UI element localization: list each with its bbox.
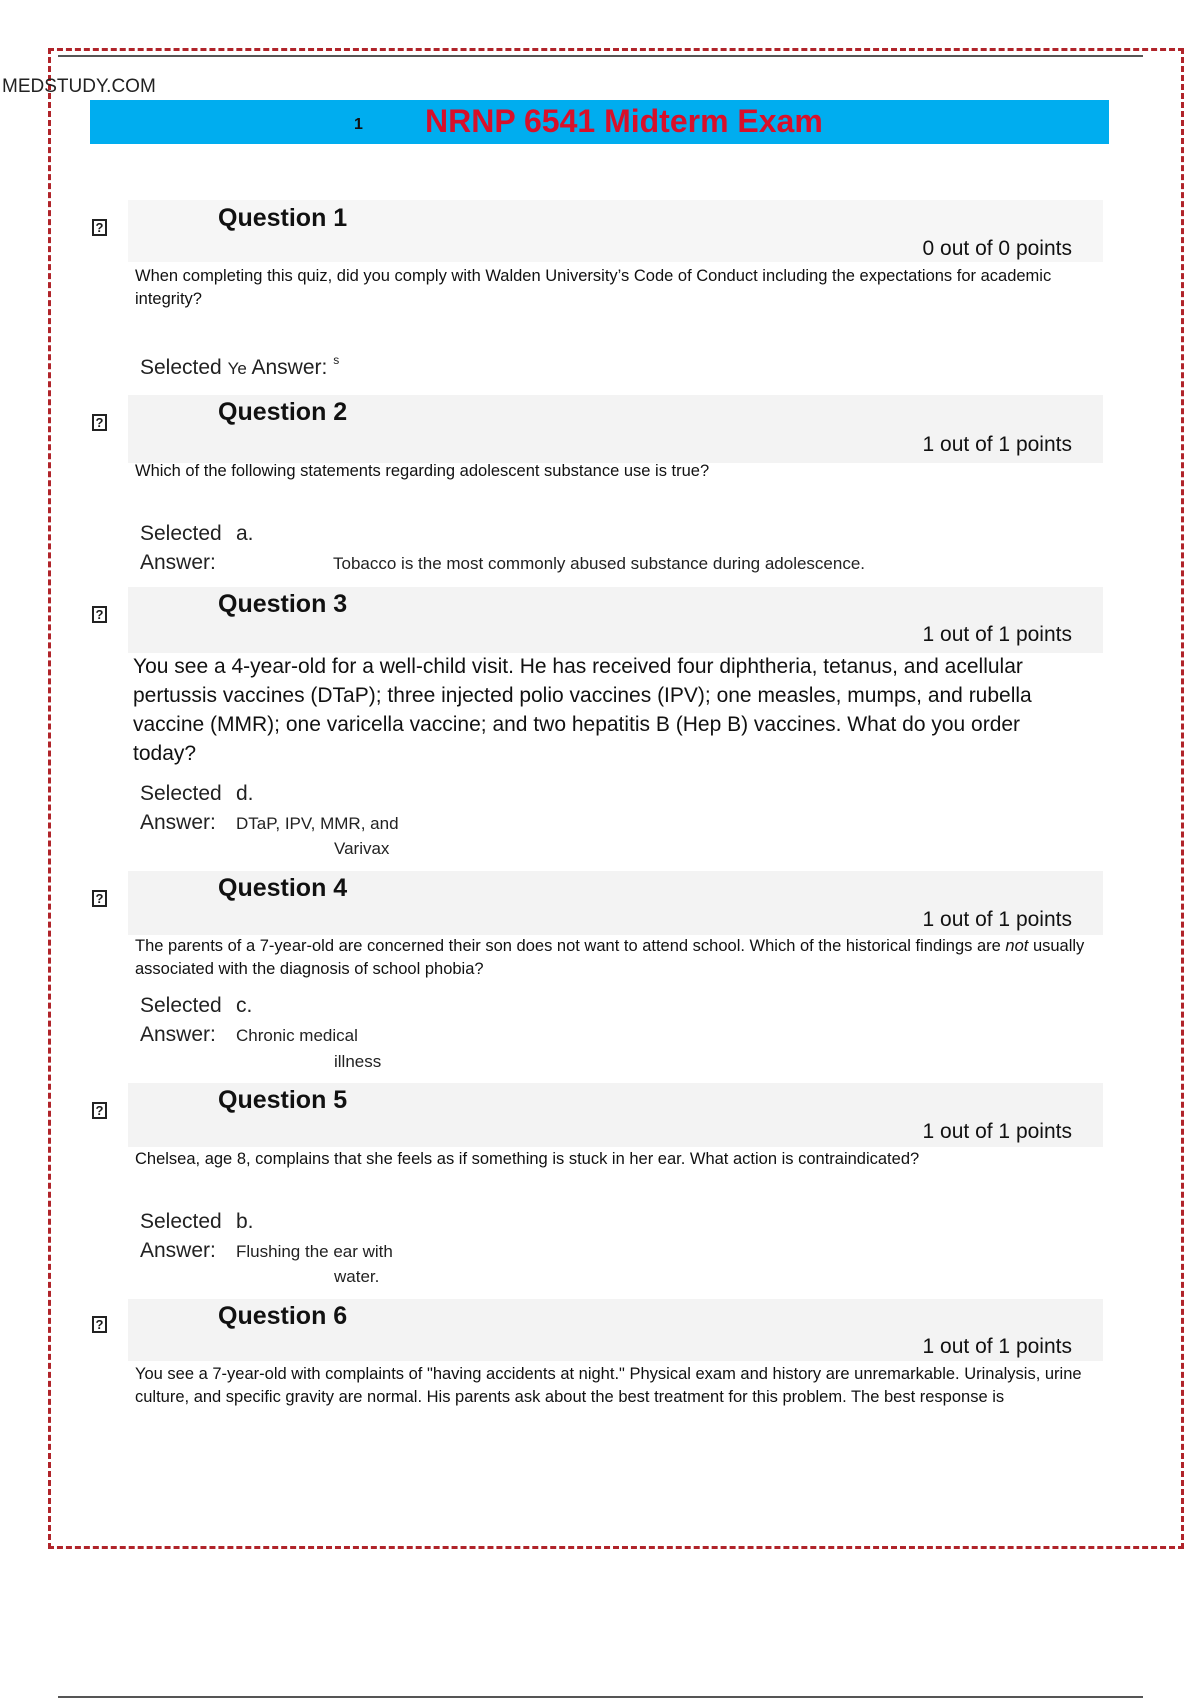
question-5-letter: b. — [236, 1210, 254, 1233]
question-6-points: 1 out of 1 points — [922, 1335, 1072, 1358]
question-2-answer: Tobacco is the most commonly abused substance during adolescence. — [333, 554, 866, 573]
question-5-text: Chelsea, age 8, complains that she feels as if something is stuck in her ear. What action is contraindicated? — [135, 1150, 920, 1168]
question-3-answer-line1: DTaP, IPV, MMR, and — [236, 814, 399, 833]
question-1-selected-answer: Selected Ye Answer: $^s$ — [140, 353, 340, 379]
answer-label: Answer: — [140, 551, 216, 574]
answer-label: Answer: — [140, 1239, 216, 1262]
selected-label: Selected — [140, 1210, 222, 1233]
question-5-title: Question 5 — [218, 1086, 348, 1114]
question-4-text: The parents of a 7-year-old are concerned their son does not want to attend school. Which of the historical findings are not usually associated with the diagnosis of school phobia? — [135, 937, 1085, 978]
question-3-points: 1 out of 1 points — [922, 623, 1072, 646]
question-3-answer-line2: Varivax — [334, 839, 390, 858]
answer-label: Answer: — [140, 1023, 216, 1046]
exam-title: NRNP 6541 Midterm Exam — [425, 103, 823, 139]
selected-label: Selected — [140, 782, 222, 805]
question-mark-icon: ? — [92, 219, 107, 236]
selected-label: Selected — [140, 522, 222, 545]
question-4-answer-line1: Chronic medical — [236, 1026, 358, 1045]
question-4-answer-line2: illness — [334, 1052, 382, 1071]
question-6-title: Question 6 — [218, 1302, 348, 1330]
answer-label: Answer: — [140, 811, 216, 834]
page-number: 1 — [354, 116, 363, 133]
question-mark-icon: ? — [92, 1316, 107, 1333]
bottom-rule — [58, 1696, 1143, 1698]
question-3-text: You see a 4-year-old for a well-child visit. He has received four diphtheria, tetanus, and acellular pertussis vaccines (DTaP); three injected polio vaccines (IPV); one measles, mumps, and rubella vaccine (MMR); one varicella vaccine; and two hepatitis B (Hep B) vaccines. What do you order today? — [133, 655, 1032, 765]
question-5-points: 1 out of 1 points — [922, 1120, 1072, 1143]
question-5-answer-line2: water. — [334, 1267, 380, 1286]
exam-banner — [90, 100, 1109, 144]
question-4-points: 1 out of 1 points — [922, 908, 1072, 931]
question-mark-icon: ? — [92, 890, 107, 907]
question-1-title: Question 1 — [218, 204, 348, 232]
question-1-text: When completing this quiz, did you comply with Walden University’s Code of Conduct including the expectations for academic integrity? — [135, 267, 1052, 308]
question-2-text: Which of the following statements regarding adolescent substance use is true? — [135, 462, 710, 480]
watermark: MEDSTUDY.COM — [2, 76, 156, 97]
question-2-title: Question 2 — [218, 398, 348, 426]
question-2-letter: a. — [236, 522, 254, 545]
question-4-title: Question 4 — [218, 874, 348, 902]
selected-label: Selected — [140, 994, 222, 1017]
question-5-answer-line1: Flushing the ear with — [236, 1242, 393, 1261]
question-6-text: You see a 7-year-old with complaints of "having accidents at night." Physical exam and history are unremarkable. Urinalysis, urine culture, and specific gravity are normal. His parents ask about the best treatment for this problem. The best response is — [135, 1365, 1082, 1406]
question-4-letter: c. — [236, 994, 253, 1017]
question-1-points: 0 out of 0 points — [922, 237, 1072, 260]
question-mark-icon: ? — [92, 606, 107, 623]
question-mark-icon: ? — [92, 414, 107, 431]
question-3-title: Question 3 — [218, 590, 348, 618]
question-3-letter: d. — [236, 782, 254, 805]
question-2-points: 1 out of 1 points — [922, 433, 1072, 456]
question-mark-icon: ? — [92, 1102, 107, 1119]
